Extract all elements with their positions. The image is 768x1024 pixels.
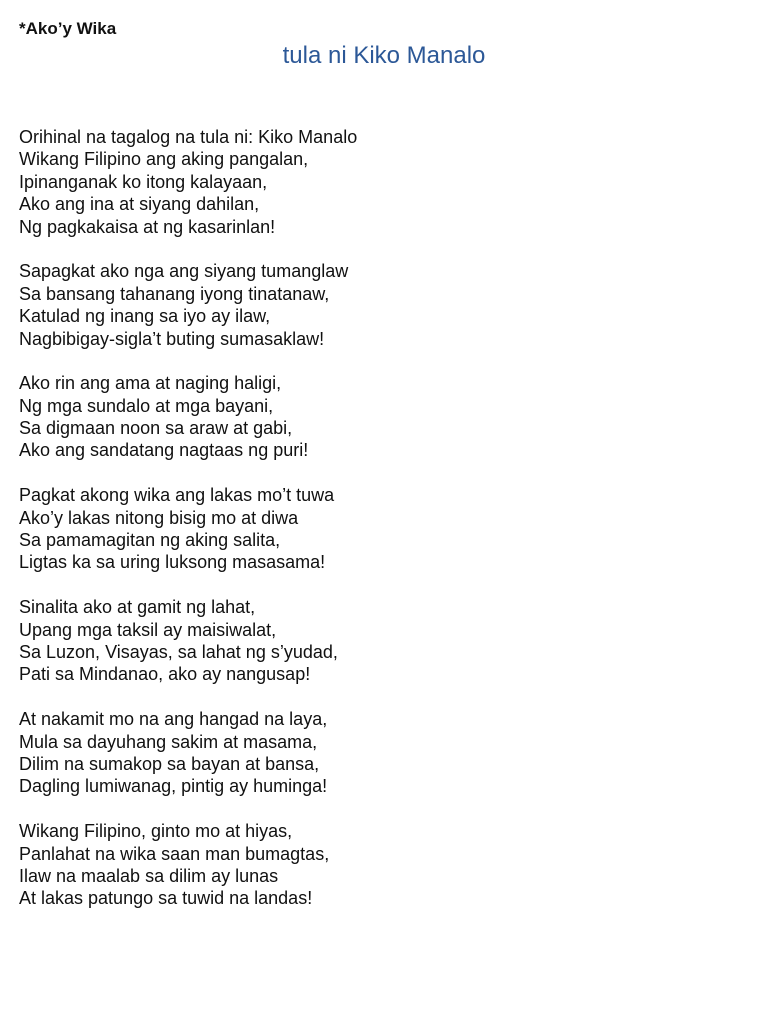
poem-line: Pati sa Mindanao, ako ay nangusap! [19, 664, 311, 685]
poem-line: Ng pagkakaisa at ng kasarinlan! [19, 216, 276, 237]
poem-line: Wikang Filipino, ginto mo at hiyas, [19, 821, 293, 842]
stanza-gap [19, 238, 739, 260]
poem-line: Upang mga taksil ay maisiwalat, [19, 619, 277, 640]
poem-intro: Orihinal na tagalog na tula ni: Kiko Manalo [19, 127, 358, 147]
poem-body [19, 126, 739, 910]
poem-line: Mula sa dayuhang sakim at masama, [19, 731, 318, 752]
poem-line: Ako ang sandatang nagtaas ng puri! [19, 440, 309, 461]
stanza-7 [19, 820, 739, 910]
poem-line: Sapagkat ako nga ang siyang tumanglaw [19, 261, 349, 282]
poem-line: Sinalita ako at gamit ng lahat, [19, 597, 256, 618]
stanza-gap [19, 462, 739, 484]
stanza-5 [19, 596, 739, 686]
poem-line: Dagling lumiwanag, pintig ay huminga! [19, 776, 328, 797]
page-title: tula ni Kiko Manalo [282, 42, 486, 69]
poem-line: Wikang Filipino ang aking pangalan, [19, 149, 309, 170]
stanza-4 [19, 484, 739, 574]
poem-line: Ako rin ang ama at naging haligi, [19, 373, 282, 394]
poem-line: Sa digmaan noon sa araw at gabi, [19, 418, 293, 439]
poem-line: Ako ang ina at siyang dahilan, [19, 194, 260, 215]
stanza-gap [19, 574, 739, 596]
poem-line: Ng mga sundalo at mga bayani, [19, 395, 274, 416]
poem-line: Ipinanganak ko itong kalayaan, [19, 171, 268, 192]
stanza-6 [19, 708, 739, 798]
stanza-gap [19, 798, 739, 820]
stanza-1 [19, 148, 739, 238]
poem-line: Katulad ng inang sa iyo ay ilaw, [19, 306, 271, 327]
poem-line: Pagkat akong wika ang lakas mo’t tuwa [19, 485, 335, 506]
poem-line: Ilaw na maalab sa dilim ay lunas [19, 865, 279, 886]
poem-line: At lakas patungo sa tuwid na landas! [19, 888, 313, 909]
stanza-gap [19, 686, 739, 708]
stanza-3 [19, 372, 739, 462]
document-label: *Ako’y Wika [19, 19, 117, 38]
stanza-2 [19, 260, 739, 350]
poem-line: Sa bansang tahanang iyong tinatanaw, [19, 283, 330, 304]
poem-line: At nakamit mo na ang hangad na laya, [19, 709, 328, 730]
poem-line: Dilim na sumakop sa bayan at bansa, [19, 753, 320, 774]
poem-line: Ako’y lakas nitong bisig mo at diwa [19, 507, 299, 528]
poem-line: Sa pamamagitan ng aking salita, [19, 530, 281, 551]
poem-line: Sa Luzon, Visayas, sa lahat ng s’yudad, [19, 641, 338, 662]
poem-line: Nagbibigay-sigla’t buting sumasaklaw! [19, 328, 325, 349]
poem-line: Ligtas ka sa uring luksong masasama! [19, 552, 326, 573]
stanza-gap [19, 350, 739, 372]
poem-line: Panlahat na wika saan man bumagtas, [19, 843, 330, 864]
